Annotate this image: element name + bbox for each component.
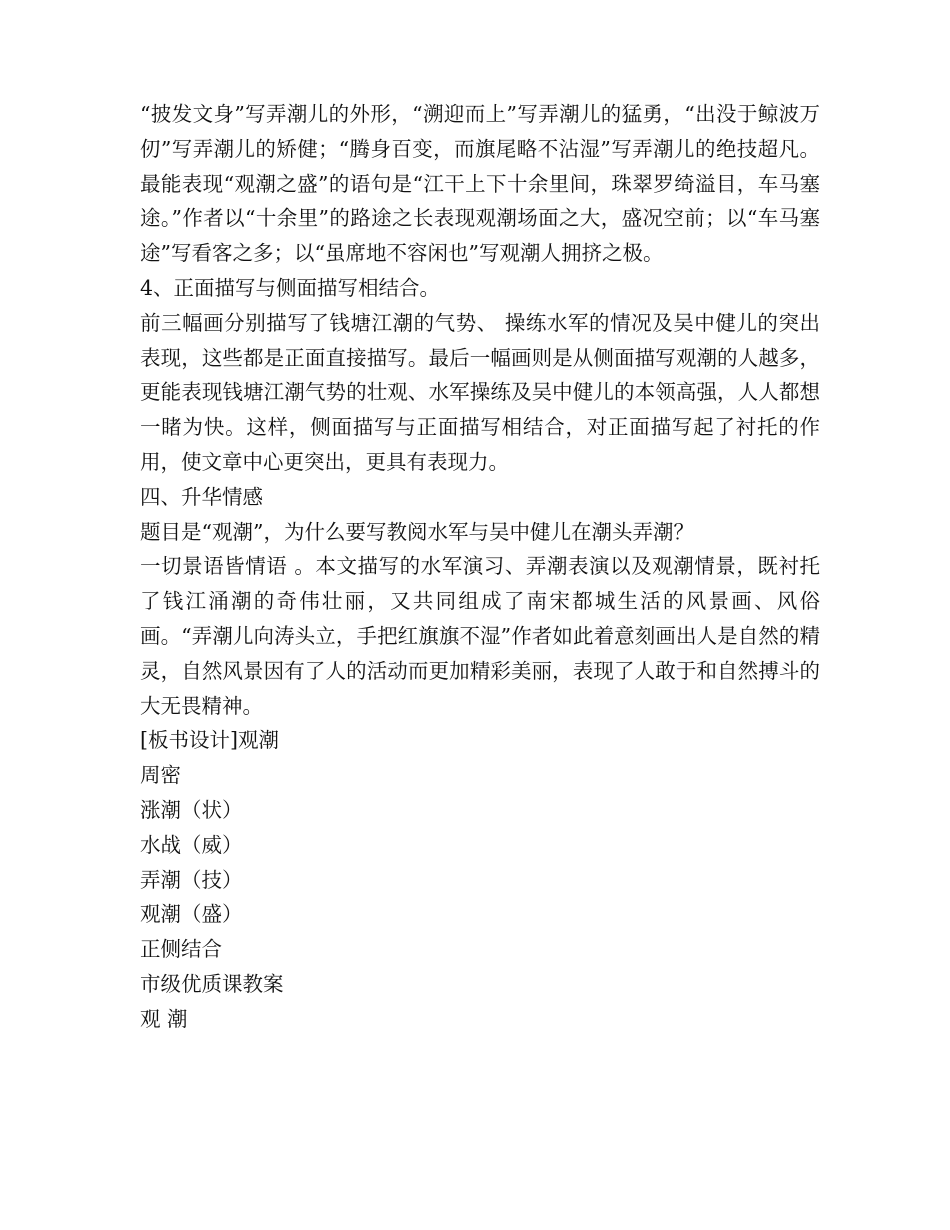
board-item-shuizhan: 水战（威） xyxy=(140,832,243,857)
lesson-plan-label: 市级优质课教案 xyxy=(140,971,284,996)
board-author: 周密 xyxy=(140,763,181,788)
paragraph-nongchaoer-analysis: “披发文身”写弄潮儿的外形，“溯迎而上”写弄潮儿的猛勇，“出没于鲸波万仞”写弄潮儿的矫健；“腾身百变，而旗尾略不沾湿”写弄潮儿的绝技超凡。最能表现“观潮之盛”的语句是“江干上下十余里间，珠翠罗绮溢目，车马塞途。”作者以“十余里”的路途之长表现观潮场面之大，盛况空前；以“车马塞途”写看客之多；以“虽席地不容闲也”写观潮人拥挤之极。 xyxy=(140,102,820,266)
document-page xyxy=(140,97,820,1037)
heading-sublimate-emotion: 四、升华情感 xyxy=(140,484,263,509)
heading-front-side-description: 4、正面描写与侧面描写相结合。 xyxy=(140,275,441,300)
paragraph-front-side-analysis: 前三幅画分别描写了钱塘江潮的气势、 操练水军的情况及吴中健儿的突出表现，这些都是正面直接描写。最后一幅画则是从侧面描写观潮的人越多，更能表现钱塘江潮气势的壮观、水军操练及吴中健儿的本领高强，人人都想一睹为快。这样，侧面描写与正面描写相结合，对正面描写起了衬托的作用，使文章中心更突出，更具有表现力。 xyxy=(140,310,820,474)
paragraph-scenery-emotion: 一切景语皆情语 。本文描写的水军演习、弄潮表演以及观潮情景，既衬托了钱江涌潮的奇伟壮丽，又共同组成了南宋都城生活的风景画、风俗画。“弄潮儿向涛头立，手把红旗旗不湿”作者如此着意刻画出人是自然的精灵，自然风景因有了人的活动而更加精彩美丽，表现了人敢于和自然搏斗的大无畏精神。 xyxy=(140,554,820,718)
board-item-zhengce: 正侧结合 xyxy=(140,937,222,962)
board-item-nongchao: 弄潮（技） xyxy=(140,867,243,892)
question-title-guanchao: 题目是“观潮”，为什么要写教阅水军与吴中健儿在潮头弄潮？ xyxy=(140,519,694,544)
board-design-title: [板书设计]观潮 xyxy=(140,728,279,753)
lesson-title: 观 潮 xyxy=(140,1006,188,1031)
board-item-zhangchao: 涨潮（状） xyxy=(140,797,243,822)
board-item-guanchao: 观潮（盛） xyxy=(140,902,243,927)
